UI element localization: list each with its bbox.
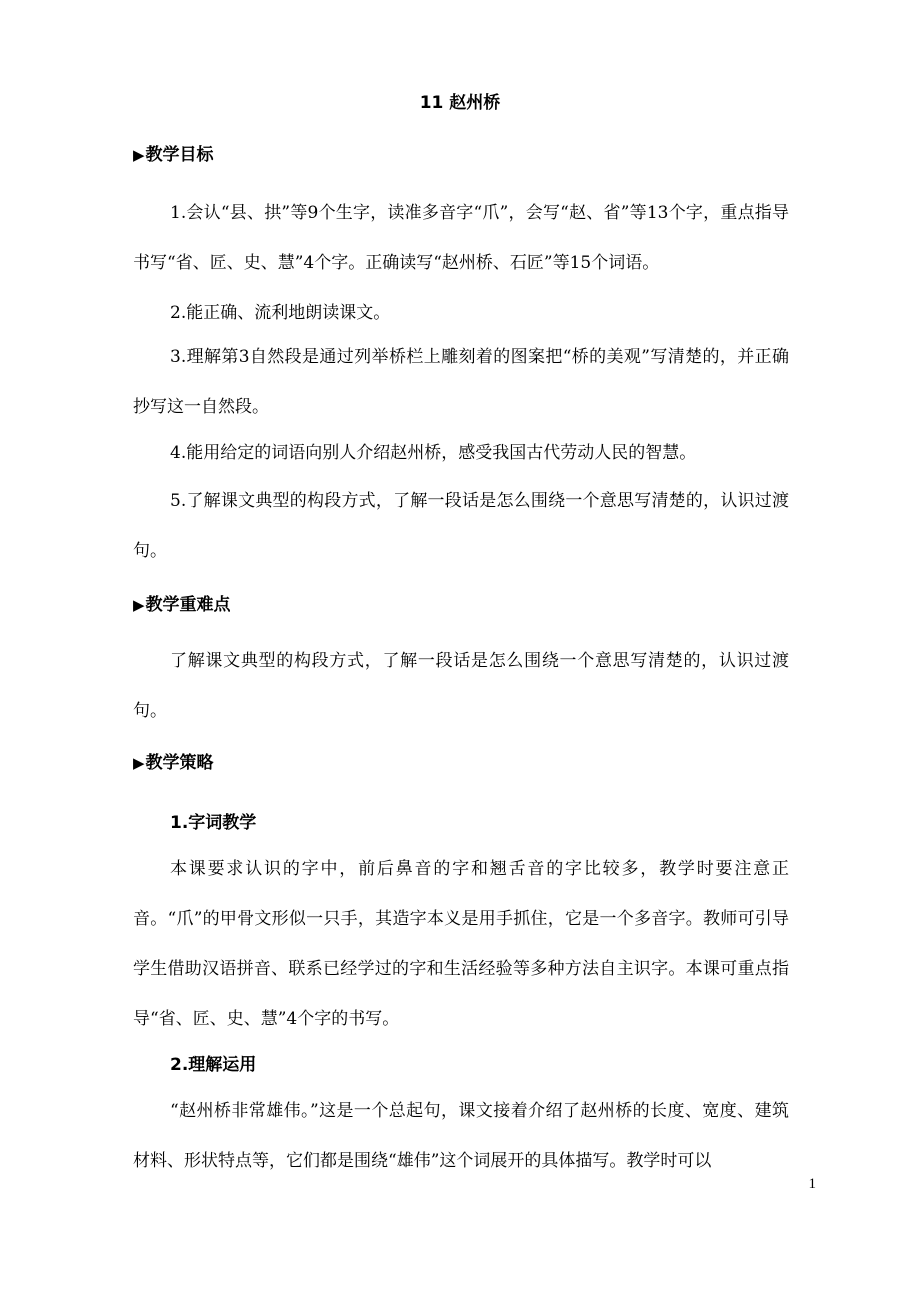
heading-goals: ▶教学目标 — [133, 145, 214, 165]
strategy-text-1: 本课要求认识的字中，前后鼻音的字和翘舌音的字比较多，教学时要注意正音。“爪”的甲骨文形似一只手，其造字本义是用手抓住，它是一个多音字。教师可引导学生借助汉语拼音、联系已经学过的字和生活经验等多种方法自主识字。本课可重点指导“省、匠、史、慧”4个字的书写。 — [133, 859, 789, 1029]
goal-item-3: 3.理解第3自然段是通过列举桥栏上雕刻着的图案把“桥的美观”写清楚的，并正确抄写这一自然段。 — [133, 347, 789, 417]
triangle-right-icon: ▶ — [133, 754, 145, 772]
page-number: 1 — [808, 1176, 816, 1192]
document-title: 11 赵州桥 — [419, 93, 501, 113]
heading-strategy: ▶教学策略 — [133, 753, 214, 773]
triangle-right-icon: ▶ — [133, 596, 145, 614]
goal-item-5: 5.了解课文典型的构段方式，了解一段话是怎么围绕一个意思写清楚的，认识过渡句。 — [133, 491, 789, 561]
goal-item-4: 4.能用给定的词语向别人介绍赵州桥，感受我国古代劳动人民的智慧。 — [170, 443, 697, 463]
strategy-subheading-2: 2.理解运用 — [170, 1055, 257, 1075]
strategy-subheading-1: 1.字词教学 — [170, 813, 257, 833]
heading-keypoints: ▶教学重难点 — [133, 595, 231, 615]
strategy-text-2: “赵州桥非常雄伟。”这是一个总起句，课文接着介绍了赵州桥的长度、宽度、建筑材料、形状特点等，它们都是围绕“雄伟”这个词展开的具体描写。教学时可以 — [133, 1101, 789, 1171]
triangle-right-icon: ▶ — [133, 146, 145, 164]
goal-item-2: 2.能正确、流利地朗读课文。 — [170, 303, 391, 323]
goal-item-1: 1.会认“县、拱”等9个生字，读准多音字“爪”，会写“赵、省”等13个字，重点指导书写“省、匠、史、慧”4个字。正确读写“赵州桥、石匠”等15个词语。 — [133, 203, 789, 273]
keypoints-text: 了解课文典型的构段方式，了解一段话是怎么围绕一个意思写清楚的，认识过渡句。 — [133, 651, 789, 721]
